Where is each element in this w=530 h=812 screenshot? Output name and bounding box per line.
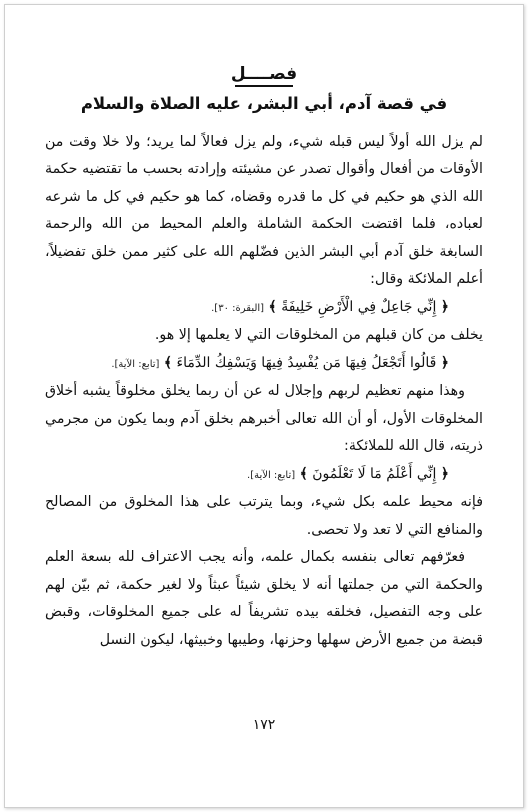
quote-reference: [تابع: الآية]. [111,358,160,370]
quote-open-bracket: ﴿ [440,465,449,482]
quote-reference: [تابع: الآية]. [247,469,296,481]
quran-quote [45,461,483,490]
page-content [45,63,483,654]
quote-text: إِنِّي أَعْلَمُ مَا لَا تَعْلَمُونَ [312,465,437,482]
paragraph: يخلف من كان قبلهم من المخلوقات التي لا يعلمها إلا هو. [154,327,483,343]
paragraph: لم يزل الله أولاً ليس قبله شيء، ولم يزل فعالاً لما يريد؛ ولا خلا وقت من الأوقات من أفعال وأقوال تصدر عن مشيئته وإرادته بحسب ما تقتضيه حكمة الله الذي هو حكيم في كل ما قدره وقضاه، كما هو حكيم في كل ما شرعه لعباده، فلما اقتضت الحكمة الشاملة والعلم المحيط من الله والرحمة السابغة خلق آدم أبي البشر الذين فضّلهم الله على كثير ممن خلق تفضيلاً، أعلم الملائكة وقال: [45,133,483,287]
quote-text: إِنِّي جَاعِلٌ فِي الْأَرْضِ خَلِيفَةً [281,298,437,315]
quote-open-bracket: ﴿ [440,354,449,371]
quote-close-bracket: ﴾ [268,298,277,315]
quran-quote [45,294,483,323]
page-number: ١٧٢ [252,717,276,733]
paragraph: فعرّفهم تعالى بنفسه بكمال علمه، وأنه يجب الاعتراف لله بسعة العلم والحكمة التي من جملتها أنه لا يخلق شيئاً عبثاً ولا لغير حكمة، ثم بيّن لهم على وجه التفصيل، فخلقه بيده تشريفاً له على جميع المخلوقات، وقبض قبضة من جميع الأرض سهلها وحزنها، وطيبها وخبيثها، ليكون النسل [45,549,483,648]
quote-reference: [البقرة: ٣٠]. [211,302,265,314]
quote-open-bracket: ﴿ [440,298,449,315]
quote-close-bracket: ﴾ [163,354,173,371]
quote-text: قَالُوا أَتَجْعَلُ فِيهَا مَن يُفْسِدُ فِيهَا وَيَسْفِكُ الدِّمَاءَ [176,354,437,371]
paragraph: وهذا منهم تعظيم لربهم وإجلال له عن أن ربما يخلق مخلوقاً يشبه أخلاق المخلوقات الأول، أو أن الله تعالى أخبرهم بخلق آدم وبما يكون من مجرمي ذريته، قال الله للملائكة: [45,383,483,454]
quote-close-bracket: ﴾ [299,465,308,482]
quran-quote [45,350,483,379]
chapter-subheading: في قصة آدم، أبي البشر، عليه الصلاة والسلام [80,93,448,113]
paragraph: فإنه محيط علمه بكل شيء، وبما يترتب على هذا المخلوق من المصالح والمنافع التي لا تعد ولا تحصى. [45,494,483,538]
heading-underline [235,85,293,87]
book-page [4,4,524,808]
chapter-heading: فصــــل [230,64,298,84]
